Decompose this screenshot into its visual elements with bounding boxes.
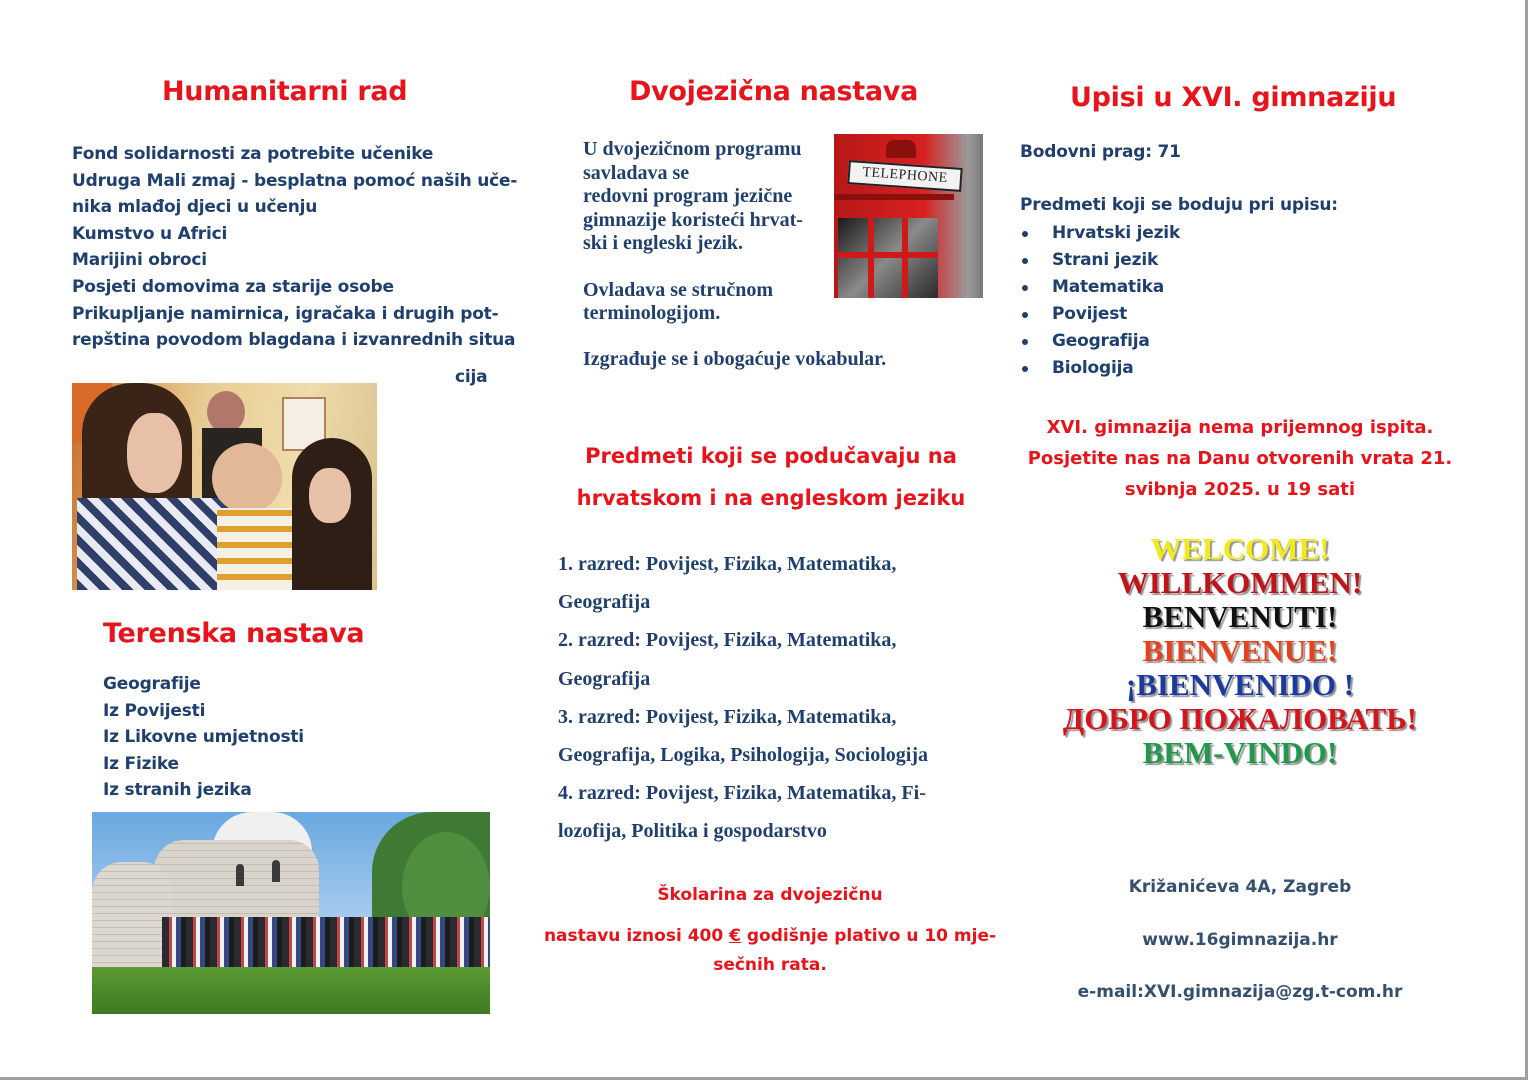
- bodovni-prag: Bodovni prag: 71: [1020, 142, 1181, 162]
- predmet-label: Biologija: [1052, 358, 1134, 378]
- bullet-icon: [1022, 285, 1028, 291]
- contact-website[interactable]: www.16gimnazija.hr: [1142, 930, 1338, 950]
- humanitarni-line: Fond solidarnosti za potrebite učenike: [72, 144, 434, 164]
- euro-symbol: €: [729, 926, 741, 946]
- skolarina-line2: [540, 918, 1000, 954]
- welcome-italian: BENVENUTI!: [1142, 599, 1338, 634]
- dvojezicna-line: gimnazije koristeći hrvat-: [583, 208, 803, 231]
- humanitarni-line: Posjeti domovima za starije osobe: [72, 276, 394, 297]
- humanitarni-line: repština povodom blagdana i izvanrednih situa: [72, 330, 516, 351]
- predmeti-upis-list: [1020, 220, 1180, 382]
- terenska-line: Iz Likovne umjetnosti: [103, 727, 304, 748]
- predmeti-title-line: hrvatskom i na engleskom jeziku: [576, 486, 966, 510]
- predmeti-line: 2. razred: Povijest, Fizika, Matematika,: [558, 629, 897, 652]
- humanitarni-line: Prikupljanje namirnica, igračaka i drugih pot-: [72, 303, 499, 324]
- dvojezicna-line: Izgrađuje se i obogaćuje vokabular.: [583, 347, 887, 370]
- terenska-title: Terenska nastava: [103, 618, 365, 649]
- humanitarni-line: nika mlađoj djeci u učenju: [72, 197, 318, 218]
- notice-line: Posjetite nas na Danu otvorenih vrata 21.: [1027, 448, 1453, 469]
- predmeti-line: 1. razred: Povijest, Fizika, Matematika,: [558, 553, 897, 575]
- bullet-icon: [1022, 258, 1028, 264]
- dvojezicna-line: redovni program jezične: [583, 185, 793, 207]
- predmeti-title-line: Predmeti koji se podučavaju na: [585, 444, 957, 468]
- welcome-multilingual: [1010, 532, 1470, 770]
- dvojezicna-line: savladava se: [583, 161, 690, 184]
- predmeti-title: [548, 435, 994, 519]
- bullet-icon: [1022, 231, 1028, 237]
- humanitarian-photo: [72, 383, 377, 590]
- field-trip-photo: [92, 812, 490, 1014]
- skolarina: [540, 882, 1000, 976]
- welcome-english: WELCOME!: [1150, 531, 1330, 566]
- predmeti-line: Geografija: [558, 667, 651, 690]
- skolarina-line1: Školarina za dvojezičnu: [657, 885, 883, 905]
- dvojezicna-line: ski i engleski jezik.: [583, 232, 744, 254]
- humanitarni-title: Humanitarni rad: [162, 76, 408, 107]
- skolarina-line3: sečnih rata.: [713, 955, 827, 975]
- predmet-item: [1020, 247, 1180, 274]
- predmeti-line: 3. razred: Povijest, Fizika, Matematika,: [558, 705, 897, 728]
- telephone-sign: TELEPHONE: [847, 160, 962, 192]
- predmet-label: Povijest: [1052, 304, 1128, 324]
- notice-line: XVI. gimnazija nema prijemnog ispita.: [1046, 417, 1434, 438]
- notice-line: svibnja 2025. u 19 sati: [1124, 479, 1356, 500]
- telephone-box-photo: [834, 134, 983, 298]
- upisi-title: Upisi u XVI. gimnaziju: [1070, 82, 1397, 113]
- welcome-german: WILLKOMMEN!: [1117, 565, 1363, 600]
- terenska-line: Geografije: [103, 674, 201, 694]
- humanitarni-trailing: cija: [455, 367, 488, 387]
- humanitarni-line: Marijini obroci: [72, 250, 207, 271]
- predmet-item: [1020, 220, 1180, 247]
- terenska-list: [103, 671, 304, 804]
- dvojezicna-line: U dvojezičnom programu: [583, 138, 802, 160]
- predmet-item: [1020, 328, 1180, 355]
- welcome-russian: ДОБРО ПОЖАЛОВАТЬ!: [1062, 701, 1418, 736]
- predmet-label: Strani jezik: [1052, 250, 1159, 270]
- predmet-label: Matematika: [1052, 277, 1164, 297]
- predmet-item: [1020, 355, 1180, 382]
- humanitarni-list: [72, 141, 517, 354]
- contact-email[interactable]: e-mail:XVI.gimnazija@zg.t-com.hr: [1077, 982, 1403, 1002]
- predmeti-line: Geografija, Logika, Psihologija, Sociologija: [558, 744, 928, 767]
- dvojezicna-line: Ovladava se stručnom: [583, 278, 773, 301]
- bullet-icon: [1022, 312, 1028, 318]
- welcome-spanish: ¡BIENVENIDO !: [1125, 667, 1355, 702]
- predmeti-line: 4. razred: Povijest, Fizika, Matematika, Fi-: [558, 782, 926, 805]
- terenska-line: Iz Povijesti: [103, 700, 206, 721]
- predmeti-list: [558, 545, 928, 851]
- bullet-icon: [1022, 366, 1028, 372]
- bullet-icon: [1022, 339, 1028, 345]
- predmeti-line: Geografija: [558, 591, 651, 614]
- predmet-item: [1020, 301, 1180, 328]
- welcome-portuguese: BEM-VINDO!: [1142, 735, 1338, 770]
- terenska-line: Iz Fizike: [103, 753, 179, 774]
- contact-address: Križanićeva 4A, Zagreb: [1128, 877, 1352, 897]
- predmeti-upis-label: Predmeti koji se boduju pri upisu:: [1020, 195, 1338, 215]
- crown-icon: [886, 140, 916, 158]
- predmet-item: [1020, 274, 1180, 301]
- predmet-label: Hrvatski jezik: [1052, 223, 1181, 243]
- skolarina-rest-text: godišnje plativo u 10 mje-: [740, 926, 997, 946]
- predmet-label: Geografija: [1052, 331, 1150, 351]
- predmeti-line: lozofija, Politika i gospodarstvo: [558, 820, 827, 843]
- welcome-french: BIENVENUE!: [1142, 633, 1338, 668]
- skolarina-amount-text: nastavu iznosi 400: [543, 926, 730, 946]
- humanitarni-line: Kumstvo u Africi: [72, 223, 228, 244]
- upisi-notice: [1010, 412, 1470, 505]
- terenska-line: Iz stranih jezika: [103, 780, 252, 801]
- dvojezicna-title: Dvojezična nastava: [629, 76, 919, 107]
- humanitarni-line: Udruga Mali zmaj - besplatna pomoć naših uče-: [72, 170, 518, 191]
- dvojezicna-line: terminologijom.: [583, 302, 721, 324]
